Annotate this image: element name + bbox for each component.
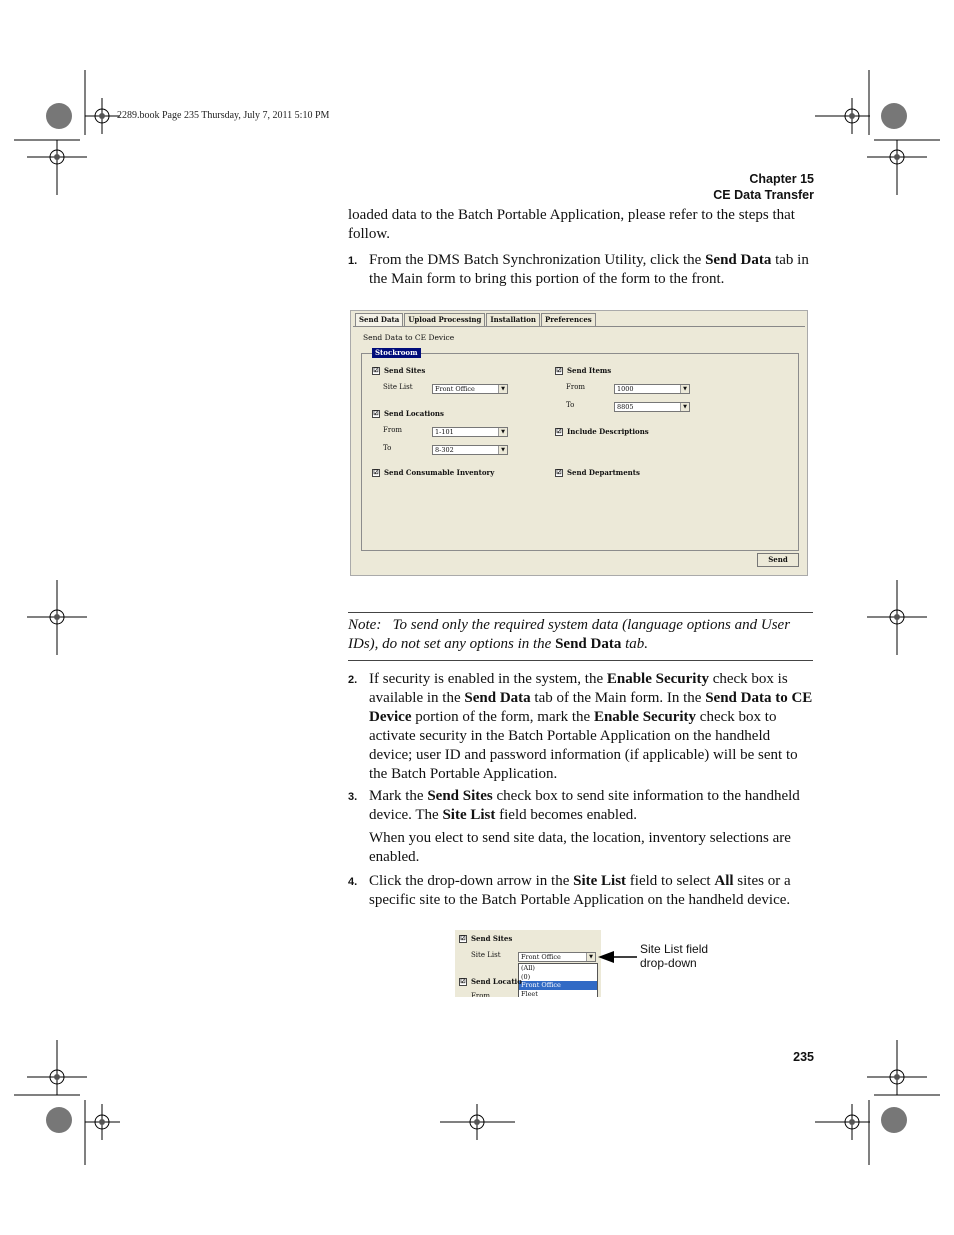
intro-paragraph: loaded data to the Batch Portable Application, please refer to the steps that follow. bbox=[348, 207, 795, 242]
tab-preferences[interactable]: Preferences bbox=[541, 313, 596, 326]
step-2: 2. If security is enabled in the system, the Enable Security check box is available in the Send Data tab of the Main form. In the Send Data to CE Device portion of the form, mark the Enable Security check box to activate security in the Batch Portable Application on the handheld device; user ID and password information (if applicable) will be sent to the Batch Portable Application. bbox=[348, 671, 813, 782]
step-1: 1. From the DMS Batch Synchronization Utility, click the Send Data tab in the Main form to bring this portion of the form to the front. bbox=[348, 252, 809, 287]
chevron-down-icon: ▼ bbox=[498, 446, 507, 454]
items-to-dropdown[interactable]: 8805 ▼ bbox=[614, 402, 690, 412]
step-number: 1. bbox=[348, 255, 358, 267]
site-list-label: Site List bbox=[471, 951, 501, 959]
location-to-dropdown[interactable]: 8-302 ▼ bbox=[432, 445, 508, 455]
note-block: Note: To send only the required system data (language options and User IDs), do not set any options in the Send Data tab. bbox=[348, 612, 813, 661]
send-locations-checkbox[interactable]: ☑ Send Locations bbox=[373, 409, 444, 418]
chevron-down-icon: ▼ bbox=[498, 428, 507, 436]
to-label: To bbox=[383, 444, 392, 452]
note-lead: Note: bbox=[348, 617, 382, 633]
site-list-label: Site List bbox=[383, 383, 413, 391]
step-3-note: When you elect to send site data, the location, inventory selections are enabled. bbox=[369, 830, 791, 865]
list-item-selected[interactable]: Front Office bbox=[519, 981, 597, 990]
step-number: 4. bbox=[348, 876, 358, 888]
include-descriptions-checkbox[interactable]: ☑ Include Descriptions bbox=[556, 427, 649, 436]
items-from-label: From bbox=[566, 383, 586, 391]
send-departments-checkbox[interactable]: ☑ Send Departments bbox=[556, 468, 640, 477]
chevron-down-icon: ▼ bbox=[680, 403, 689, 411]
chevron-down-icon: ▼ bbox=[498, 385, 507, 393]
from-label: From bbox=[471, 992, 491, 997]
step-4: 4. Click the drop-down arrow in the Site List field to select All sites or a specific site to the Batch Portable Application on the handheld device. bbox=[348, 873, 791, 908]
items-to-label: To bbox=[566, 401, 575, 409]
send-button[interactable]: Send bbox=[757, 553, 799, 567]
send-items-checkbox[interactable]: ☑ Send Items bbox=[556, 366, 612, 375]
from-label: From bbox=[383, 426, 403, 434]
list-item[interactable]: (0) bbox=[521, 972, 531, 981]
group-title: Send Data to CE Device bbox=[363, 333, 455, 342]
site-list-dropdown[interactable]: Front Office ▼ bbox=[432, 384, 508, 394]
list-item[interactable]: Fleet bbox=[521, 989, 538, 997]
page-number: 235 bbox=[793, 1050, 814, 1064]
send-locations-checkbox[interactable]: ☑ Send Locatio bbox=[460, 977, 522, 986]
items-from-dropdown[interactable]: 1000 ▼ bbox=[614, 384, 690, 394]
chevron-down-icon: ▼ bbox=[586, 953, 595, 961]
chapter-title: CE Data Transfer bbox=[713, 188, 814, 202]
step-number: 3. bbox=[348, 791, 358, 803]
stockroom-legend: Stockroom bbox=[372, 348, 421, 358]
location-from-dropdown[interactable]: 1-101 ▼ bbox=[432, 427, 508, 437]
site-list-dropdown[interactable]: Front Office ▼ bbox=[518, 952, 596, 962]
tab-installation[interactable]: Installation bbox=[486, 313, 540, 326]
chapter-number: Chapter 15 bbox=[749, 172, 814, 186]
list-item[interactable]: (All) bbox=[521, 964, 535, 972]
print-header-info: 2289.book Page 235 Thursday, July 7, 2011 5:10 PM bbox=[117, 110, 330, 121]
step-number: 2. bbox=[348, 674, 358, 686]
tab-upload-processing[interactable]: Upload Processing bbox=[404, 313, 485, 326]
chevron-down-icon: ▼ bbox=[680, 385, 689, 393]
step-3: 3. Mark the Send Sites check box to send site information to the handheld device. The Site List field becomes enabled. bbox=[348, 788, 800, 823]
send-sites-checkbox[interactable]: ☑ Send Sites bbox=[373, 366, 426, 375]
callout-label: Site List field drop-down bbox=[640, 942, 709, 970]
tab-send-data[interactable]: Send Data bbox=[355, 313, 403, 326]
send-consumable-checkbox[interactable]: ☑ Send Consumable Inventory bbox=[373, 468, 495, 477]
send-sites-checkbox[interactable]: ☑ Send Sites bbox=[460, 934, 513, 943]
